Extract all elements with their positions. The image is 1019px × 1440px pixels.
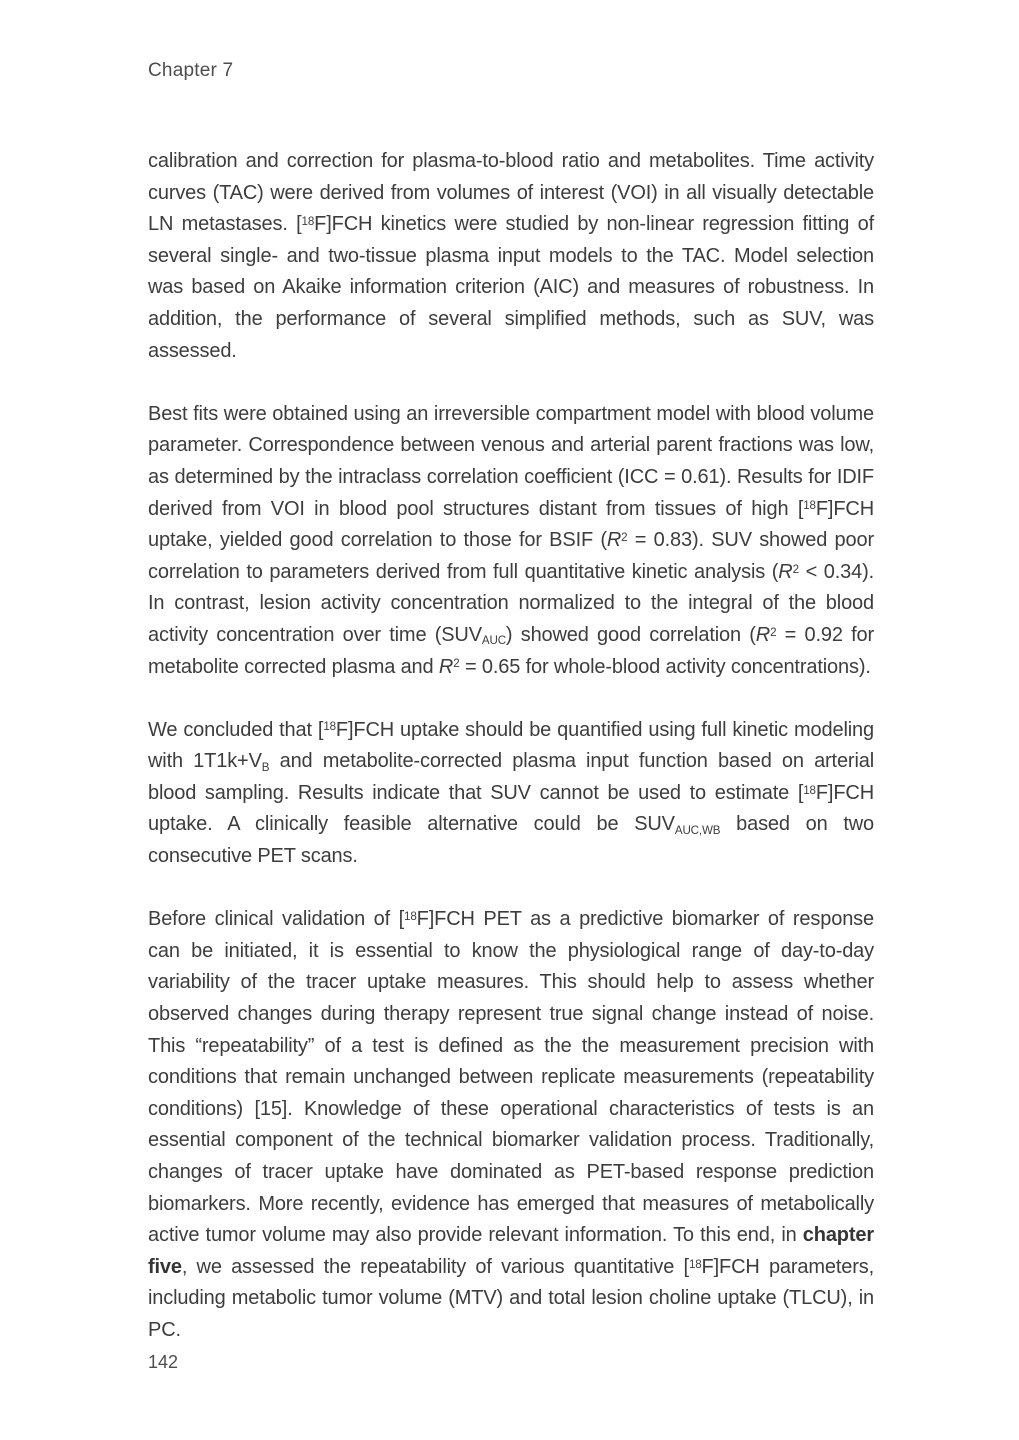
paragraph-conclusion: We concluded that [$^{18}$F]FCH uptake should be quantified using full kinetic modeling with $1T1k+V_B$ and metabolite-corrected plasma input function based on arterial blood sampling. Results indicate that SUV cannot be used to estimate [$^{18}$F]FCH uptake. A clinically feasible alternative could be $SUV_{AUC,WB}$ based on two consecutive PET scans. <box>148 718 875 868</box>
running-head: Chapter 7 <box>148 60 234 81</box>
page-number: 142 <box>148 1352 179 1372</box>
body-text <box>148 146 874 1347</box>
paragraph-methods: calibration and correction for plasma-to-blood ratio and metabolites. Time activity curves (TAC) were derived from volumes of interest (VOI) in all visually detectable LN metastases. [$^{18}$F]FCH kinetics were studied by non-linear regression fitting of several single- and two-tissue plasma input models to the TAC. Model selection was based on Akaike information criterion (AIC) and measures of robustness. In addition, the performance of several simplified methods, such as SUV, was assessed. <box>148 150 874 362</box>
paragraph-results: Best fits were obtained using an irreversible compartment model with blood volume parameter. Correspondence between venous and arterial parent fractions was low, as determined by the intraclass correlation coefficient (ICC = 0.61). Results for IDIF derived from VOI in blood pool structures distant from tissues of high [$^{18}$F]FCH uptake, yielded good correlation to those for BSIF $(R^2 = 0.83)$. SUV showed poor correlation to parameters derived from full quantitative kinetic analysis $(R^2 < 0.34)$. In contrast, lesion activity concentration normalized to the integral of the blood activity concentration over time $(SUV_{AUC})$ showed good correlation ($R^2 = 0.92$ for metabolite corrected plasma and $R^2 = 0.65$ for whole-blood activity concentrations). <box>148 402 874 678</box>
paragraph-repeatability: Before clinical validation of [$^{18}$F]FCH PET as a predictive biomarker of response can be initiated, it is essential to know the physiological range of day-to-day variability of the tracer uptake measures. This should help to assess whether observed changes during therapy represent true signal change instead of noise. This “repeatability” of a test is defined as the the measurement precision with conditions that remain unchanged between replicate measurements (repeatability conditions) [15]. Knowledge of these operational characteristics of tests is an essential component of the technical biomarker validation process. Traditionally, changes of tracer uptake have dominated as PET-based response prediction biomarkers. More recently, evidence has emerged that measures of metabolically active tumor volume may also provide relevant information. To this end, in chapter five, we assessed the repeatability of various quantitative [$^{18}$F]FCH parameters, including metabolic tumor volume (MTV) and total lesion choline uptake (TLCU), in PC. <box>148 908 875 1341</box>
